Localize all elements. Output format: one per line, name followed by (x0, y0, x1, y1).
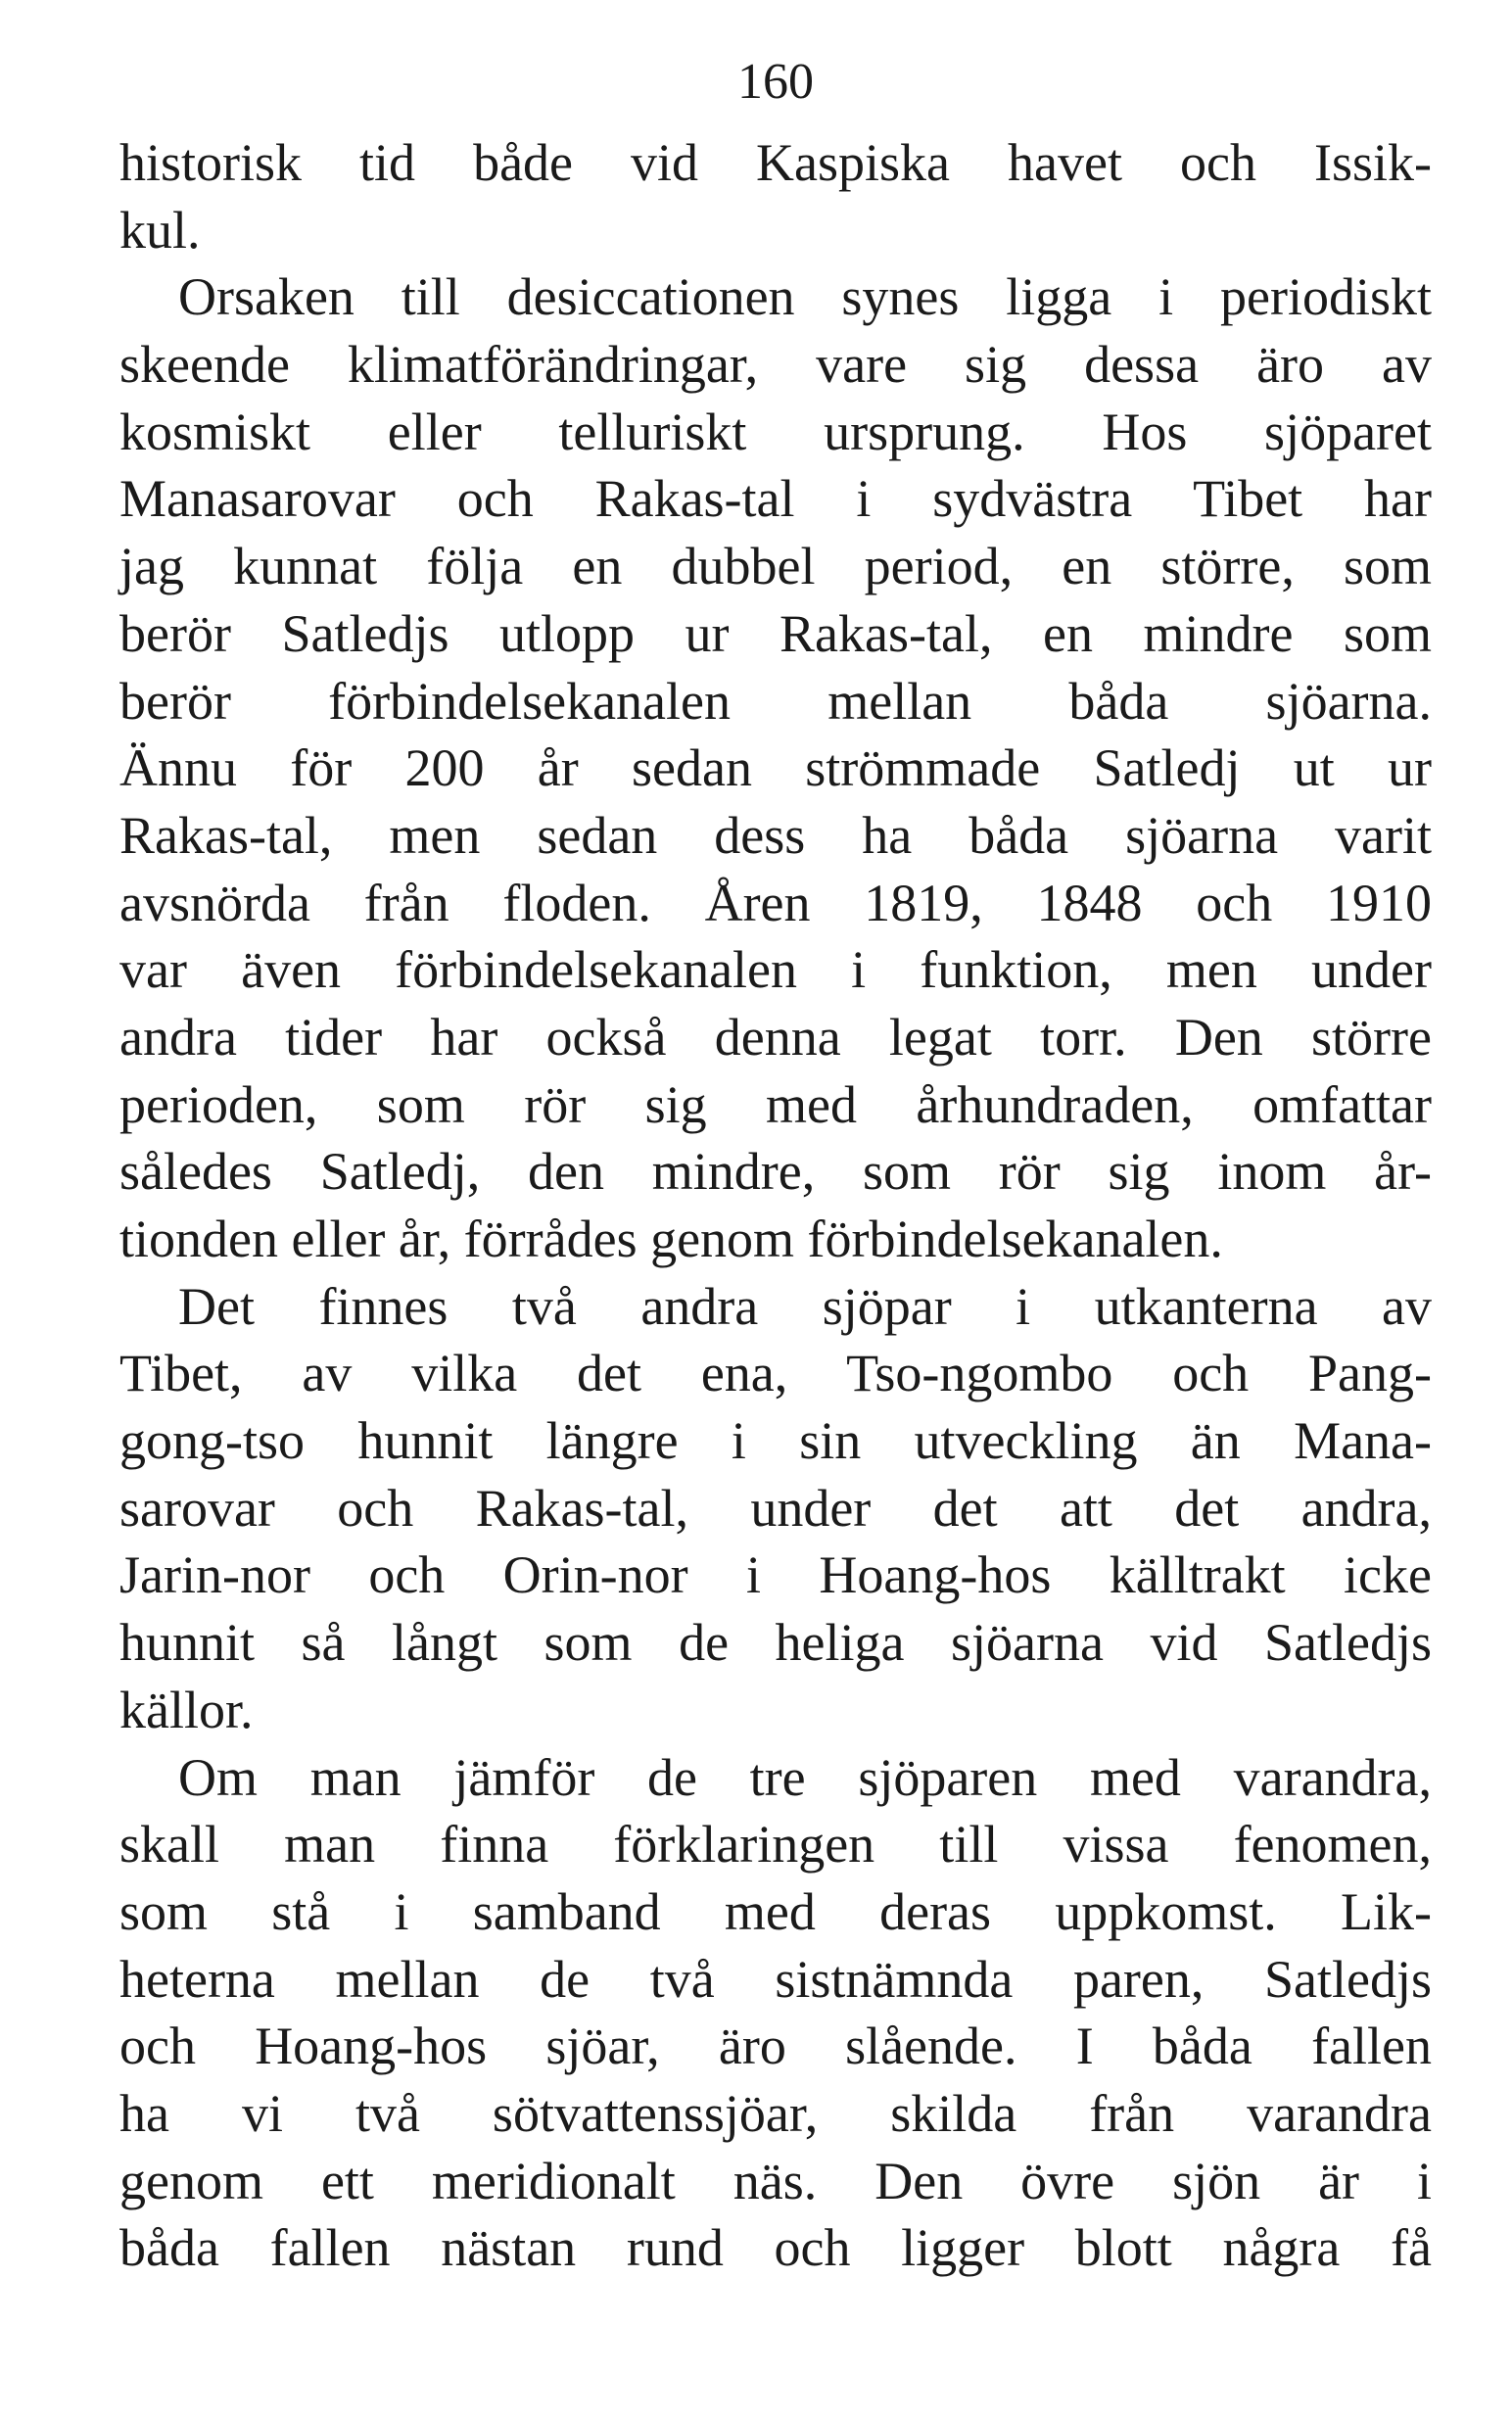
text-line: sarovar och Rakas-tal, under det att det andra, (119, 1478, 1432, 1538)
text-line: heterna mellan de två sistnämnda paren, Satledjs (119, 1949, 1432, 2009)
text-line: jag kunnat följa en dubbel period, en större, som (119, 537, 1432, 596)
text-line: var även förbindelsekanalen i funktion, men under (119, 940, 1432, 1000)
text-line: Ännu för 200 år sedan strömmade Satledj ut ur (119, 738, 1432, 798)
text-line: kosmiskt eller telluriskt ursprung. Hos sjöparet (119, 402, 1432, 461)
text-line: tionden eller år, förrådes genom förbindelsekanalen. (119, 1210, 1223, 1268)
text-line: Orsaken till desiccationen synes ligga i periodiskt (178, 267, 1432, 327)
body-text (119, 129, 1432, 2282)
text-line: andra tider har också denna legat torr. Den större (119, 1007, 1432, 1067)
text-line: båda fallen nästan rund och ligger blott några få (119, 2218, 1432, 2278)
text-line: Det finnes två andra sjöpar i utkanterna av (178, 1276, 1432, 1336)
text-line: skeende klimatförändringar, vare sig dessa äro av (119, 335, 1432, 395)
text-line: således Satledj, den mindre, som rör sig inom år- (119, 1142, 1432, 1202)
text-line: gong-tso hunnit längre i sin utveckling än Mana- (119, 1411, 1432, 1471)
text-line: ha vi två sötvattenssjöar, skilda från varandra (119, 2083, 1432, 2143)
text-line: berör Satledjs utlopp ur Rakas-tal, en mindre som (119, 603, 1432, 663)
text-line: berör förbindelsekanalen mellan båda sjöarna. (119, 671, 1432, 731)
book-page (119, 43, 1432, 2282)
text-line: Manasarovar och Rakas-tal i sydvästra Tibet har (119, 469, 1432, 529)
text-line: Rakas-tal, men sedan dess ha båda sjöarna varit (119, 805, 1432, 865)
text-line: och Hoang-hos sjöar, äro slående. I båda fallen (119, 2017, 1432, 2076)
text-line: skall man finna förklaringen till vissa fenomen, (119, 1815, 1432, 1875)
text-line: Om man jämför de tre sjöparen med varandra, (178, 1747, 1432, 1807)
text-line: genom ett meridionalt näs. Den övre sjön är i (119, 2151, 1432, 2210)
text-line: som stå i samband med deras uppkomst. Lik- (119, 1881, 1432, 1941)
text-line: källor. (119, 1680, 254, 1739)
text-line: avsnörda från floden. Åren 1819, 1848 och 1910 (119, 873, 1432, 932)
text-line: kul. (119, 200, 201, 260)
text-line: Jarin-nor och Orin-nor i Hoang-hos källtrakt icke (119, 1545, 1432, 1605)
text-line: perioden, som rör sig med århundraden, omfattar (119, 1074, 1432, 1134)
text-line: hunnit så långt som de heliga sjöarna vid Satledjs (119, 1613, 1432, 1673)
page-number: 160 (737, 54, 814, 110)
text-line: historisk tid både vid Kaspiska havet och Issik- (119, 133, 1432, 192)
text-line: Tibet, av vilka det ena, Tso-ngombo och Pang- (119, 1344, 1432, 1403)
